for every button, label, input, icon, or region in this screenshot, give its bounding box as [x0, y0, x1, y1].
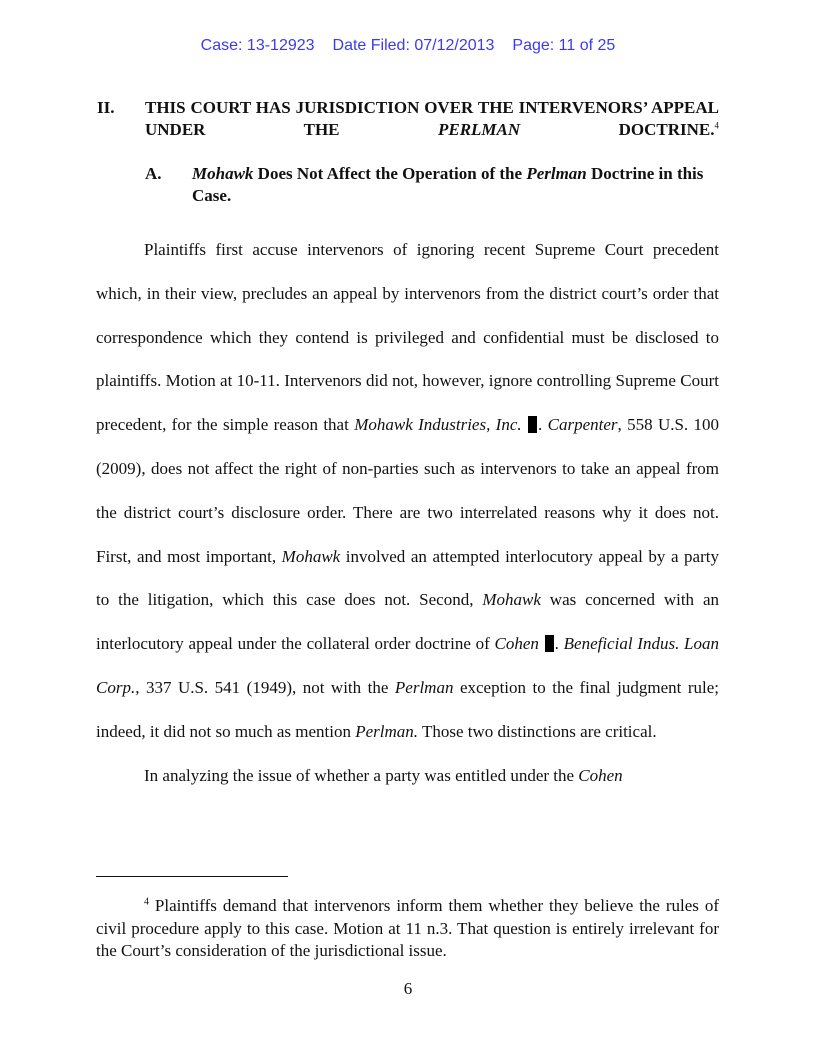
- p1-text-7: , 337 U.S. 541 (1949), not with the: [135, 677, 395, 697]
- p1-text-1: Plaintiffs first accuse intervenors of ignoring recent Supreme Court precedent which, in their view, precludes an appeal by intervenors from the district court’s order that correspondence which they contend is privileged and confidential must be disclosed to plaintiffs. Motion at 10-11. Intervenors did not, however, ignore controlling Supreme Court precedent, for the simple reason that: [96, 240, 719, 435]
- p1-text-3: , 558 U.S. 100 (2009), does not affect the right of non-parties such as intervenors to take an appeal from the district court’s disclosure order. There are two interrelated reasons why it does not. First, and most important,: [96, 415, 720, 566]
- subsection-text-2: Doctrine in this Case.: [192, 164, 704, 205]
- p1-text-8: exception to the final judgment rule; indeed, it did not so much as mention: [96, 677, 719, 741]
- section-title-text: THIS COURT HAS JURISDICTION OVER THE INTERVENORS’ APPEAL UNDER THE: [145, 98, 719, 139]
- subsection-italic-1: Mohawk: [192, 164, 254, 183]
- document-header: [0, 37, 816, 55]
- section-title-end: DOCTRINE.: [520, 120, 715, 139]
- footnote-ref: 4: [714, 120, 719, 131]
- p1-italic-1: Mohawk Industries, Inc.: [354, 415, 522, 435]
- footnote-divider: [96, 876, 288, 877]
- p1-italic-6: Beneficial Indus. Loan Corp.: [96, 634, 720, 697]
- p1-text-4: involved an attempted interlocutory appeal by a party to the litigation, which this case does not. Second,: [96, 546, 719, 610]
- page-number: 6: [403, 979, 413, 998]
- p1-italic-8: Perlman.: [355, 721, 419, 741]
- p2-italic-1: Cohen: [578, 765, 623, 785]
- p1-italic-5: Cohen: [494, 634, 539, 654]
- paragraph-1: [96, 228, 719, 754]
- p1-italic-7: Perlman: [394, 677, 454, 697]
- section-number: II.: [97, 98, 115, 117]
- p1-text-2: .: [538, 415, 548, 435]
- subsection-title: [192, 163, 719, 207]
- p1-italic-3: Mohawk: [281, 546, 341, 566]
- p1-italic-2: Carpenter: [547, 415, 618, 435]
- p1-text-9: Those two distinctions are critical.: [418, 721, 657, 741]
- paragraph-2: [96, 754, 719, 798]
- case-number: Case: 13-12923: [200, 37, 315, 54]
- body-text: [96, 228, 719, 797]
- subsection-text-1: Does Not Affect the Operation of the: [253, 164, 527, 183]
- footnote-text: Plaintiffs demand that intervenors inform them whether they believe the rules of civil procedure apply to this case. Motion at 11 n.3. That question is entirely irrelevant for the Court’s consideration of the jurisdictional issue.: [96, 896, 719, 960]
- date-filed: Date Filed: 07/12/2013: [332, 37, 495, 54]
- redaction-mark: [545, 635, 554, 652]
- p2-text-1: In analyzing the issue of whether a party was entitled under the: [144, 765, 579, 785]
- redaction-mark: [528, 416, 537, 433]
- section-title-italic: PERLMAN: [437, 120, 521, 139]
- subsection-italic-2: Perlman: [526, 164, 587, 183]
- p1-text-5: was concerned with an interlocutory appeal under the collateral order doctrine of: [96, 590, 719, 654]
- page-count: Page: 11 of 25: [512, 37, 616, 54]
- subsection-number: A.: [145, 164, 162, 183]
- p1-text-6: .: [554, 634, 564, 654]
- section-title: [145, 97, 719, 141]
- footnote: [96, 895, 719, 963]
- footnote-marker: 4: [144, 896, 149, 908]
- p1-italic-4: Mohawk: [482, 590, 541, 610]
